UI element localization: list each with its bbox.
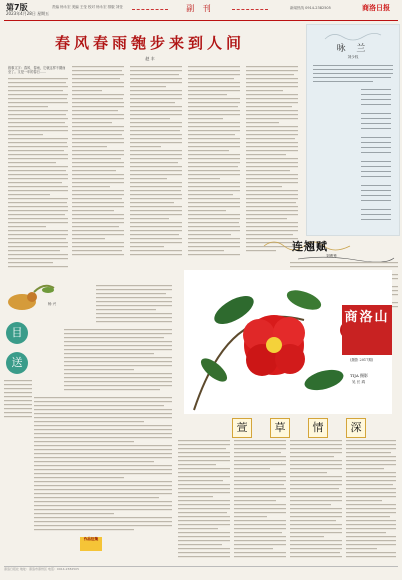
- article-author-musong: 杨 兴: [48, 302, 57, 306]
- poem-author: 刘少权: [347, 55, 359, 59]
- page-number: 第7版: [6, 3, 28, 12]
- title-char-mu: 目: [6, 322, 28, 344]
- article-title-lianqiao: 连翘赋: [292, 240, 328, 253]
- text-lines: [8, 78, 68, 288]
- newspaper-logo: 商洛日报: [362, 3, 390, 12]
- contest-ad-badge[interactable]: 作品征集: [80, 537, 102, 551]
- article-excerpt: 叙事文字：春风、春雨，它就这样不期而至了。又是一年的春日……: [8, 66, 66, 74]
- title-char-qing: 情: [308, 418, 328, 438]
- section-name: 副 刊: [186, 4, 214, 13]
- article-body-musong-left: [4, 380, 34, 580]
- photo-caption: TIJA 摄影: [350, 373, 369, 378]
- article-body-cols-2-5: [72, 66, 302, 266]
- poem-verse-lines: [355, 89, 395, 239]
- article-body-xuancao: [178, 440, 398, 575]
- title-char-shen: 深: [346, 418, 366, 438]
- article-title-main: 春风春雨匏步来到人间: [54, 34, 245, 52]
- issue-date: 2023年4月28日 星期五: [6, 11, 50, 16]
- news-hotline: 新闻热线 0914-2382505: [290, 6, 331, 10]
- header-rule: [4, 20, 398, 21]
- photo-series: (摄影 2017期): [350, 358, 374, 362]
- poem-box: [306, 24, 400, 236]
- article-author-main: 赵 丰: [145, 56, 155, 61]
- header-divider-left: [132, 9, 168, 10]
- article-body-musong: [34, 285, 174, 540]
- page-header: [0, 0, 402, 20]
- editor-credits: 责编 杨永宏 美编 王莹 校对 杨永宏 排版 刘莹: [52, 5, 123, 9]
- title-char-cao: 草: [270, 418, 290, 438]
- photo-title-badge: 商洛山: [342, 305, 392, 355]
- photo-credit: 吴 长 鸿: [352, 380, 366, 384]
- poem-title: 咏 兰: [336, 44, 370, 54]
- poem-intro-lines: [313, 65, 393, 89]
- article-body-col-1: [8, 66, 68, 276]
- page-footer: 商洛日报社 地址：商洛市商州区 电话：0914-2382505: [4, 566, 398, 571]
- header-divider-right: [232, 9, 268, 10]
- title-char-song: 送: [6, 352, 28, 374]
- article-author-lianqiao: 刘惠秀: [326, 254, 337, 258]
- title-char-xuan: 萱: [232, 418, 252, 438]
